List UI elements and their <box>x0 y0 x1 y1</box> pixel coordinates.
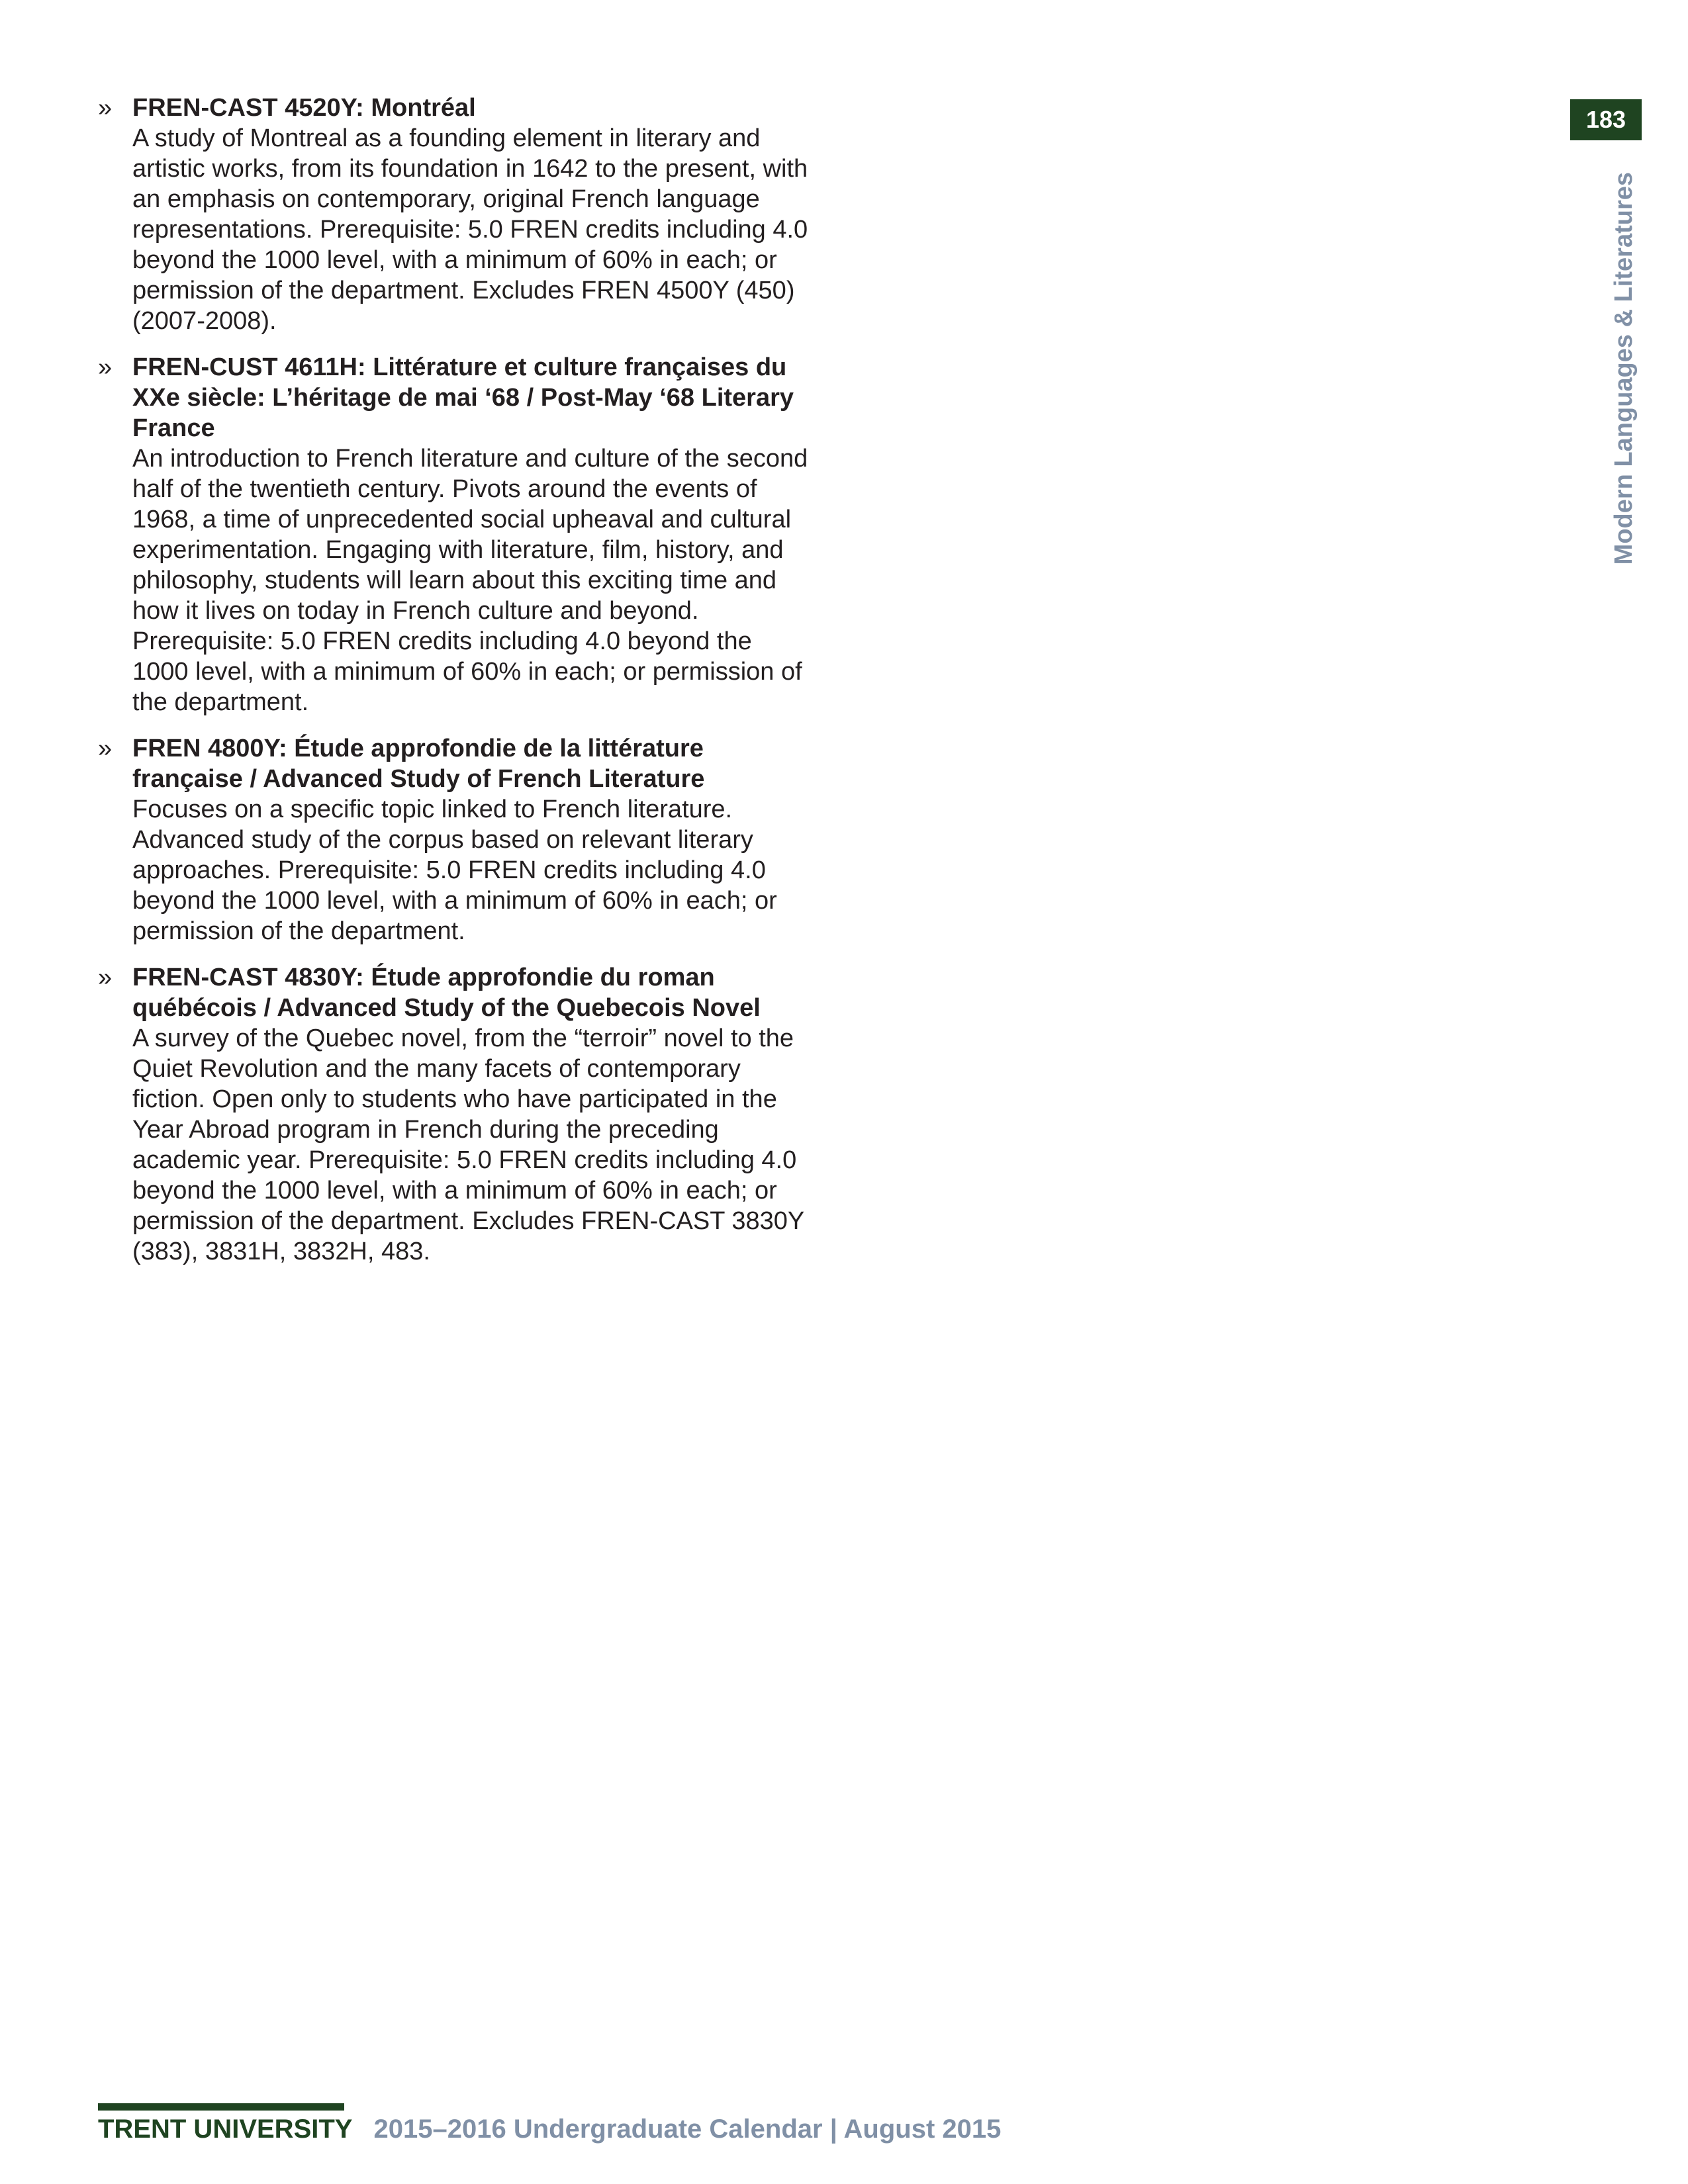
course-description: Focuses on a specific topic linked to French literature. Advanced study of the corpus based on relevant literary approaches. Prerequisite: 5.0 FREN credits including 4.0 beyond the 1000 level, with a minimum of 60% in each; or permission of the department. <box>132 796 777 945</box>
course-entry <box>98 962 810 1267</box>
footer-university: TRENT UNIVERSITY <box>98 2115 353 2144</box>
course-title: FREN 4800Y: Étude approfondie de la littérature française / Advanced Study of French Literature <box>132 735 705 793</box>
course-list <box>98 93 810 1283</box>
course-title: FREN-CUST 4611H: Littérature et culture françaises du XXe siècle: L’héritage de mai ‘68 / Post-May ‘68 Literary France <box>132 353 794 442</box>
course-description: An introduction to French literature and culture of the second half of the twentieth century. Pivots around the events of 1968, a time of unprecedented social upheaval and cultural experimentation. Engaging with literature, film, history, and philosophy, students will learn about this exciting time and how it lives on today in French culture and beyond. Prerequisite: 5.0 FREN credits including 4.0 beyond the 1000 level, with a minimum of 60% in each; or permission of the department. <box>132 445 808 716</box>
footer-calendar: 2015–2016 Undergraduate Calendar | August 2015 <box>373 2115 1002 2144</box>
course-entry <box>98 733 810 946</box>
page-number: 183 <box>1570 99 1642 140</box>
course-description: A survey of the Quebec novel, from the “terroir” novel to the Quiet Revolution and the many facets of contemporary fiction. Open only to students who have participated in the Year Abroad program in French during the preceding academic year. Prerequisite: 5.0 FREN credits including 4.0 beyond the 1000 level, with a minimum of 60% in each; or permission of the department. Excludes FREN-CAST 3830Y (383), 3831H, 3832H, 483. <box>132 1024 804 1265</box>
section-side-label: Modern Languages & Literatures <box>1610 172 1638 565</box>
bullet-icon: » <box>98 735 113 762</box>
bullet-icon: » <box>98 94 113 122</box>
course-description: A study of Montreal as a founding element in literary and artistic works, from its foundation in 1642 to the present, with an emphasis on contemporary, original French language representations. Prerequisite: 5.0 FREN credits including 4.0 beyond the 1000 level, with a minimum of 60% in each; or permission of the department. Excludes FREN 4500Y (450) (2007-2008). <box>132 124 808 335</box>
course-title: FREN-CAST 4830Y: Étude approfondie du roman québécois / Advanced Study of the Quebecois Novel <box>132 964 761 1022</box>
course-entry <box>98 352 810 717</box>
bullet-icon: » <box>98 353 113 381</box>
bullet-icon: » <box>98 964 113 991</box>
footer-rule <box>98 2103 344 2111</box>
footer <box>98 2113 1001 2146</box>
course-entry <box>98 93 810 336</box>
course-title: FREN-CAST 4520Y: Montréal <box>132 94 476 122</box>
